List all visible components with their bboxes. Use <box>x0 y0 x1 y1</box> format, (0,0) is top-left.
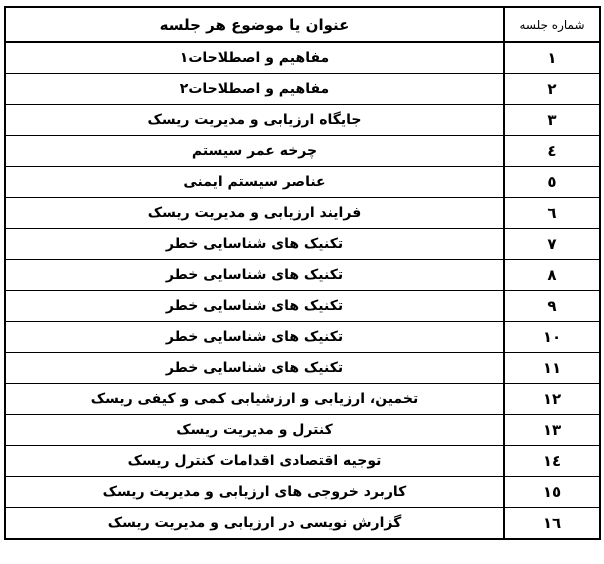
table-row <box>5 260 600 291</box>
session-number: ۷ <box>504 229 600 260</box>
table-row <box>5 198 600 229</box>
session-number: ۱۱ <box>504 353 600 384</box>
table-row <box>5 322 600 353</box>
session-title-header: عنوان یا موضوع هر جلسه <box>5 7 504 42</box>
session-title: مفاهیم و اصطلاحات۲ <box>5 74 504 105</box>
session-number: ٥ <box>504 167 600 198</box>
table-row <box>5 74 600 105</box>
session-title: تکنیک های شناسایی خطر <box>5 229 504 260</box>
table-row <box>5 477 600 508</box>
session-number-header: شماره جلسه <box>504 7 600 42</box>
session-number: ٤ <box>504 136 600 167</box>
table-row <box>5 42 600 74</box>
session-number: ۱٤ <box>504 446 600 477</box>
session-title: کاربرد خروجی های ارزیابی و مدیریت ریسک <box>5 477 504 508</box>
session-number: ۱٦ <box>504 508 600 540</box>
session-title: تکنیک های شناسایی خطر <box>5 353 504 384</box>
table-row <box>5 136 600 167</box>
session-number: ۱۳ <box>504 415 600 446</box>
table-row <box>5 105 600 136</box>
session-title: چرخه عمر سیستم <box>5 136 504 167</box>
session-title: کنترل و مدیریت ریسک <box>5 415 504 446</box>
session-number: ۸ <box>504 260 600 291</box>
table-row <box>5 415 600 446</box>
header-row <box>5 7 600 42</box>
session-title: گزارش نویسی در ارزیابی و مدیریت ریسک <box>5 508 504 540</box>
table-row <box>5 291 600 322</box>
session-number: ٦ <box>504 198 600 229</box>
session-number: ۹ <box>504 291 600 322</box>
session-title: تکنیک های شناسایی خطر <box>5 291 504 322</box>
session-title: فرایند ارزیابی و مدیریت ریسک <box>5 198 504 229</box>
sessions-table <box>4 6 601 540</box>
session-number: ۱۲ <box>504 384 600 415</box>
table-row <box>5 167 600 198</box>
session-title: تکنیک های شناسایی خطر <box>5 260 504 291</box>
session-number: ۱٥ <box>504 477 600 508</box>
table-row <box>5 446 600 477</box>
session-title: توجیه اقتصادی اقدامات کنترل ریسک <box>5 446 504 477</box>
table-row <box>5 508 600 540</box>
session-title: عناصر سیستم ایمنی <box>5 167 504 198</box>
table-body <box>5 42 600 539</box>
session-title: تخمین، ارزیابی و ارزشیابی کمی و کیفی ریسک <box>5 384 504 415</box>
table-row <box>5 229 600 260</box>
session-number: ۱۰ <box>504 322 600 353</box>
table-header <box>5 7 600 42</box>
session-number: ۳ <box>504 105 600 136</box>
session-number: ۱ <box>504 42 600 74</box>
table-row <box>5 384 600 415</box>
session-number: ۲ <box>504 74 600 105</box>
table-row <box>5 353 600 384</box>
session-title: تکنیک های شناسایی خطر <box>5 322 504 353</box>
session-title: جایگاه ارزیابی و مدیریت ریسک <box>5 105 504 136</box>
session-title: مفاهیم و اصطلاحات۱ <box>5 42 504 74</box>
